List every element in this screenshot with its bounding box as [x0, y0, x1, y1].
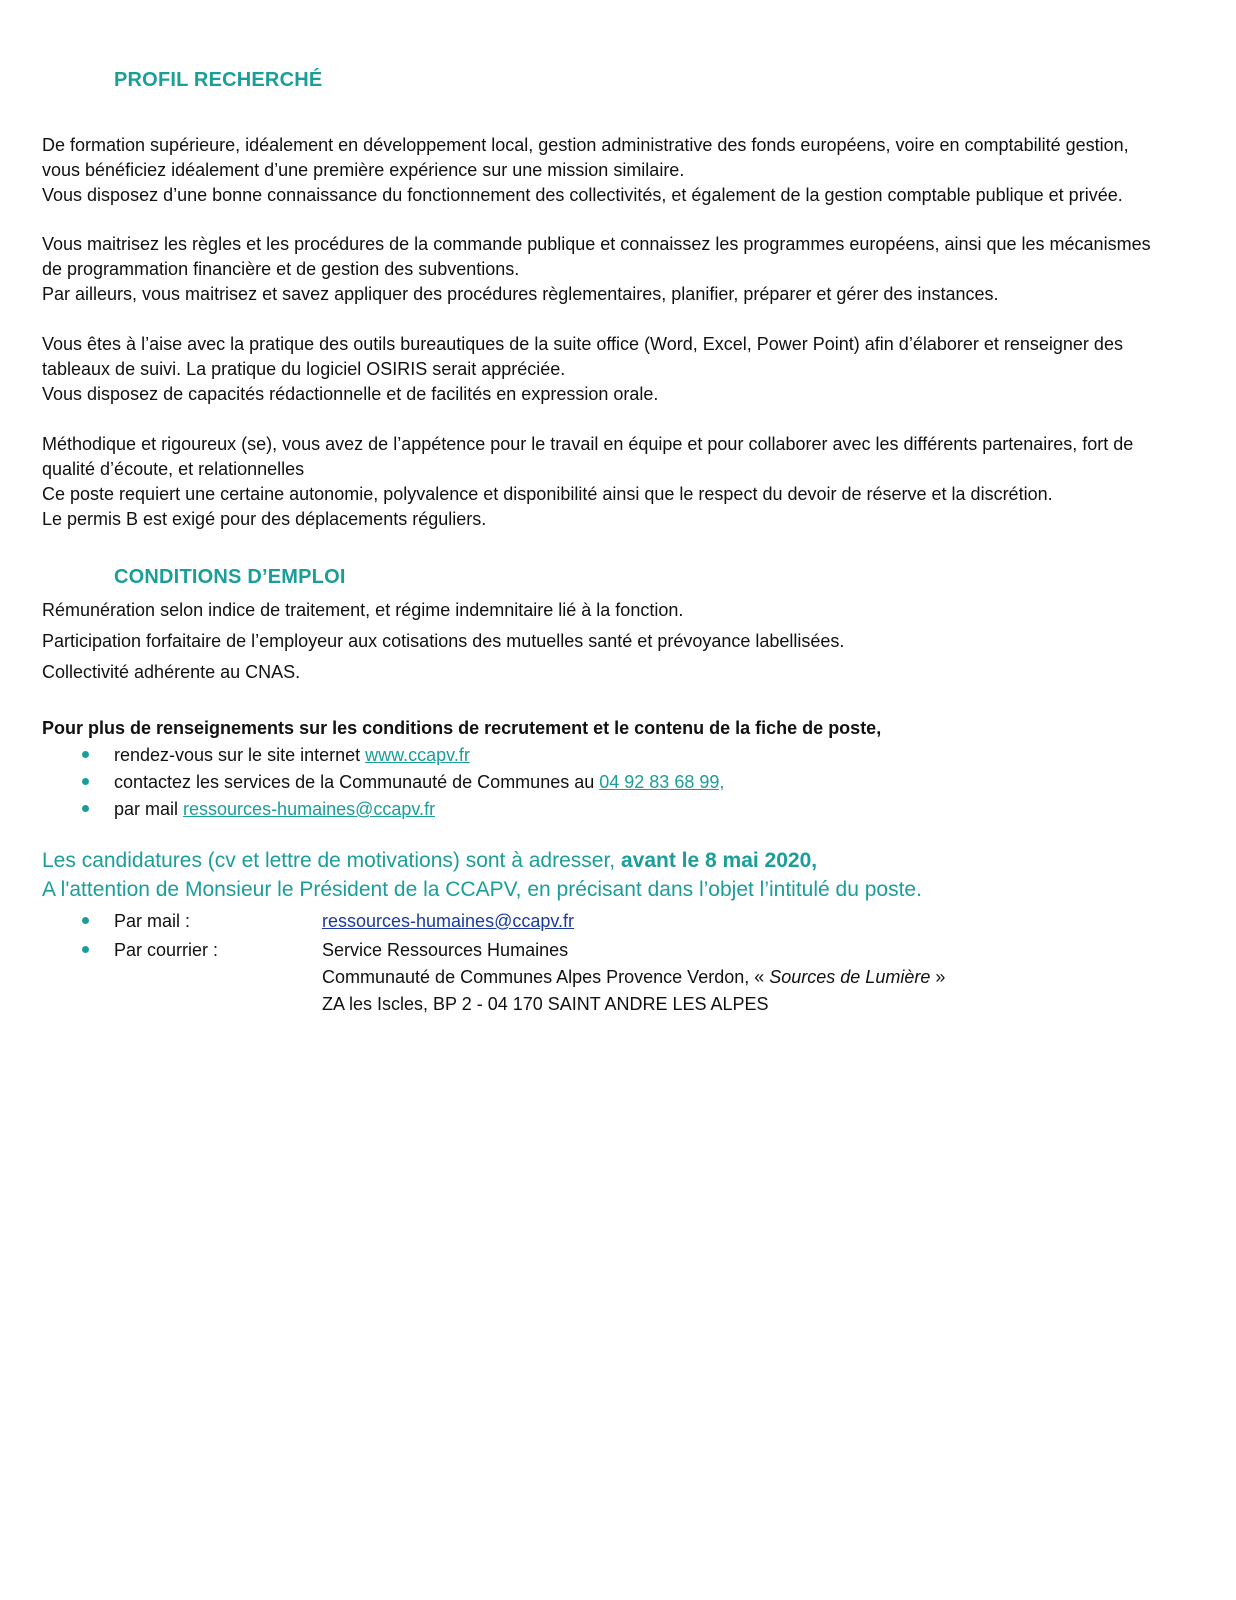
address-line-2	[322, 965, 945, 990]
address-line-1: Service Ressources Humaines	[322, 940, 569, 960]
bullet-website	[82, 743, 470, 768]
candidatures-line-2: A l'attention de Monsieur le Président de la CCAPV, en précisant dans l’objet l’intitulé du poste.	[42, 878, 922, 901]
par-mail-label: Par mail :	[114, 911, 191, 931]
par-courrier-label: Par courrier :	[114, 940, 219, 960]
conditions-line-1: Rémunération selon indice de traitement, et régime indemnitaire lié à la fonction.	[42, 600, 684, 620]
bullet-text: rendez-vous sur le site internet	[114, 745, 366, 765]
address-text: Communauté de Communes Alpes Provence Verdon, «	[322, 967, 770, 987]
profil-heading: PROFIL RECHERCHÉ	[114, 69, 323, 91]
text-line: Vous disposez de capacités rédactionnelle et de facilités en expression orale.	[42, 384, 659, 404]
bullet-icon	[82, 778, 89, 785]
text-line: Vous maitrisez les règles et les procédures de la commande publique et connaissez les programmes européens, ainsi que les mécanismes	[42, 234, 1151, 254]
text-line: De formation supérieure, idéalement en développement local, gestion administrative des fonds européens, voire en comptabilité gestion,	[42, 135, 1129, 155]
website-link[interactable]: www.ccapv.fr	[365, 745, 470, 765]
candidatures-line-1	[42, 847, 817, 875]
deadline: avant le 8 mai 2020,	[620, 849, 818, 872]
bullet-par-courrier	[82, 938, 114, 963]
text-line: tableaux de suivi. La pratique du logiciel OSIRIS serait appréciée.	[42, 359, 566, 379]
phone-link[interactable]: 04 92 83 68 99,	[599, 772, 725, 792]
text-line: Ce poste requiert une certaine autonomie, polyvalence et disponibilité ainsi que le respect du devoir de réserve et la discrétion.	[42, 484, 1053, 504]
address-line-3: ZA les Iscles, BP 2 - 04 170 SAINT ANDRE LES ALPES	[322, 994, 769, 1014]
address-end: »	[930, 967, 946, 987]
profil-paragraph-3	[42, 332, 1202, 407]
profil-paragraph-2	[42, 232, 1202, 307]
renseignements-intro: Pour plus de renseignements sur les conditions de recrutement et le contenu de la fiche de poste,	[42, 718, 882, 738]
email-link[interactable]: ressources-humaines@ccapv.fr	[183, 799, 436, 819]
bullet-par-mail	[82, 909, 114, 934]
text-line: qualité d’écoute, et relationnelles	[42, 459, 305, 479]
text-line: Le permis B est exigé pour des déplacements réguliers.	[42, 509, 487, 529]
bullet-text: par mail	[114, 799, 184, 819]
profil-paragraph-1	[42, 133, 1202, 208]
bullet-icon	[82, 917, 89, 924]
candidature-email-link[interactable]: ressources-humaines@ccapv.fr	[322, 911, 575, 931]
address-italic: Sources de Lumière	[769, 967, 931, 987]
bullet-phone	[82, 770, 724, 795]
candidatures-text: Les candidatures (cv et lettre de motivations) sont à adresser,	[42, 849, 621, 872]
text-line: Vous êtes à l’aise avec la pratique des outils bureautiques de la suite office (Word, Excel, Power Point) afin d’élaborer et renseigner des	[42, 334, 1123, 354]
text-line: Par ailleurs, vous maitrisez et savez appliquer des procédures règlementaires, planifier, préparer et gérer des instances.	[42, 284, 999, 304]
text-line: vous bénéficiez idéalement d’une première expérience sur une mission similaire.	[42, 160, 685, 180]
bullet-icon	[82, 805, 89, 812]
bullet-icon	[82, 946, 89, 953]
conditions-line-3: Collectivité adhérente au CNAS.	[42, 662, 301, 682]
profil-paragraph-4	[42, 432, 1202, 532]
bullet-text: contactez les services de la Communauté de Communes au	[114, 772, 600, 792]
text-line: Vous disposez d’une bonne connaissance du fonctionnement des collectivités, et également de la gestion comptable publique et privée.	[42, 185, 1123, 205]
conditions-line-2: Participation forfaitaire de l’employeur aux cotisations des mutuelles santé et prévoyance labellisées.	[42, 631, 845, 651]
bullet-mail	[82, 797, 435, 822]
bullet-icon	[82, 751, 89, 758]
text-line: de programmation financière et de gestion des subventions.	[42, 259, 520, 279]
text-line: Méthodique et rigoureux (se), vous avez de l’appétence pour le travail en équipe et pour collaborer avec les différents partenaires, fort de	[42, 434, 1134, 454]
conditions-heading: CONDITIONS D’EMPLOI	[114, 566, 346, 588]
